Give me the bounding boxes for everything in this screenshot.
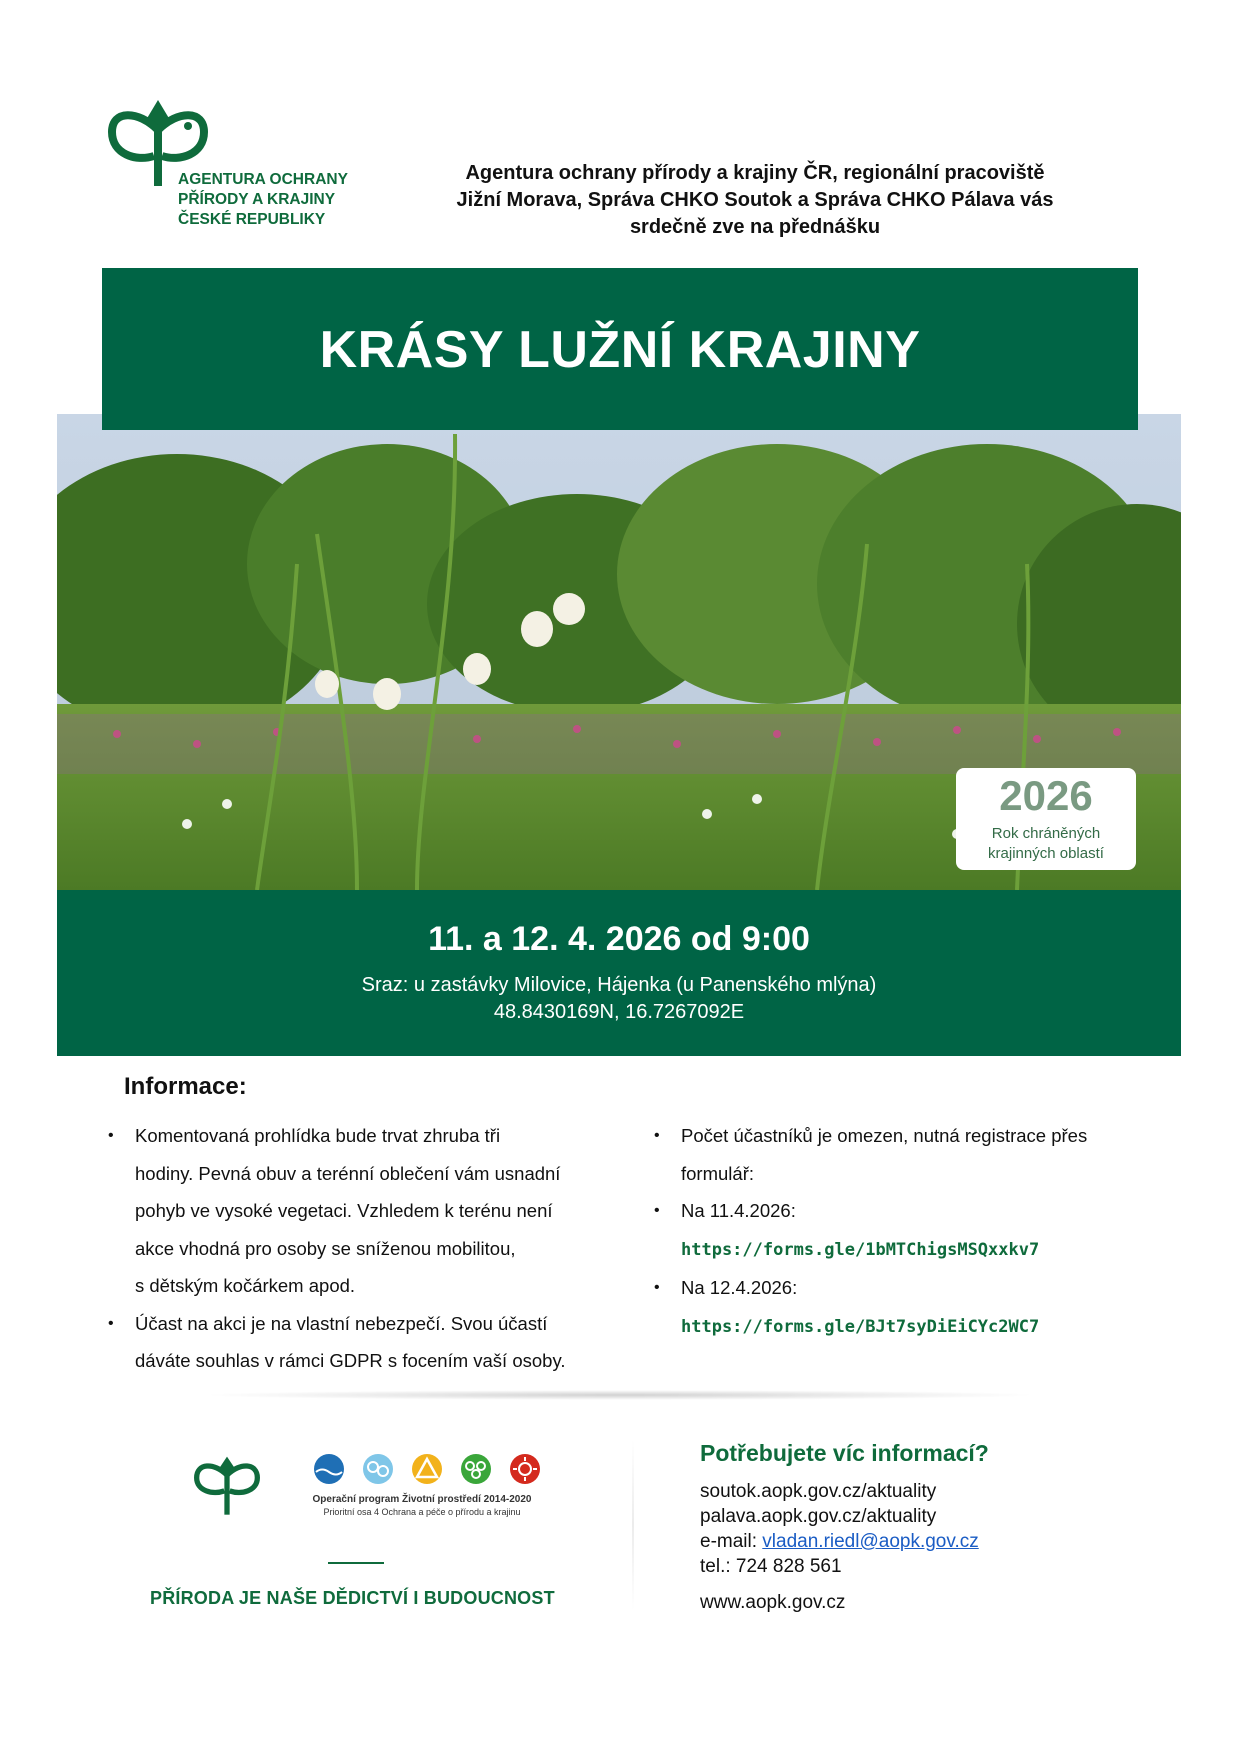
bullet-risk-notice: • Účast na akci je na vlastní nebezpečí. Svou účastí [106, 1305, 636, 1343]
title-banner [102, 268, 1138, 430]
bullet-tour-line-2: hodiny. Pevná obuv a terénní oblečení vám usnadní [135, 1162, 561, 1184]
water-icon [314, 1454, 344, 1484]
aopk-small-logo-icon [194, 1454, 260, 1516]
meeting-point: Sraz: u zastávky Milovice, Hájenka (u Panenského mlýna) [361, 974, 877, 996]
bullet-tour-line-3: pohyb ve vysoké vegetaci. Vzhledem k terénu není [135, 1200, 553, 1221]
meeting-info [57, 972, 1181, 1026]
phone-number: tel.: 724 828 561 [700, 1556, 842, 1577]
year-badge [956, 768, 1136, 870]
footer-rule [328, 1562, 384, 1564]
op-program-subtitle: Prioritní osa 4 Ochrana a péče o přírodu a krajinu [323, 1507, 521, 1517]
bullet-registration-line-2: formulář: [681, 1162, 754, 1184]
info-heading: Informace: [124, 1073, 247, 1100]
email-line [700, 1531, 979, 1553]
badge-line-1: Rok chráněných [991, 825, 1101, 842]
bullet-tour-duration: • Komentovaná prohlídka bude trvat zhruba tři [106, 1117, 636, 1155]
footer-motto: PŘÍRODA JE NAŠE DĚDICTVÍ I BUDOUCNOST [150, 1588, 555, 1608]
date-banner [57, 890, 1181, 1056]
web-link-soutok[interactable]: soutok.aopk.gov.cz/aktuality [700, 1481, 937, 1502]
section-divider [200, 1390, 1040, 1400]
logo-line-1: AGENTURA OCHRANY [178, 171, 348, 188]
header-line-2: Jižní Morava, Správa CHKO Soutok a Správa CHKO Pálava vás [456, 189, 1054, 211]
logo-wordmark [178, 170, 348, 230]
header-line-3: srdečně zve na přednášku [629, 216, 881, 238]
info-left-column [106, 1117, 636, 1380]
website-link[interactable]: www.aopk.gov.cz [700, 1592, 846, 1613]
logo-line-3: ČESKÉ REPUBLIKY [178, 211, 326, 228]
op-icons-row [310, 1452, 550, 1486]
email-link[interactable]: vladan.riedl@aopk.gov.cz [762, 1531, 979, 1552]
nature-icon [461, 1454, 491, 1484]
registration-link-2[interactable]: https://forms.gle/BJt7syDiEiCYc2WC7 [681, 1316, 1040, 1337]
contact-heading: Potřebujete víc informací? [700, 1440, 989, 1466]
registration-link-1[interactable]: https://forms.gle/1bMTChigsMSQxxkv7 [681, 1239, 1040, 1260]
energy-icon [510, 1454, 540, 1484]
bullet-tour-line-5: s dětským kočárkem apod. [135, 1275, 356, 1296]
bullet-tour-line-4: akce vhodná pro osoby se sníženou mobilitou, [135, 1237, 516, 1259]
email-label: e-mail: [700, 1531, 763, 1552]
footer-separator [632, 1440, 634, 1610]
bullet-registration: • Počet účastníků je omezen, nutná registrace přes [652, 1117, 1192, 1155]
event-title: KRÁSY LUŽNÍ KRAJINY [319, 321, 921, 379]
air-icon [363, 1454, 393, 1484]
bullet-risk-line-2: dáváte souhlas v rámci GDPR s focením vaší osoby. [135, 1350, 566, 1371]
header-line-1: Agentura ochrany přírody a krajiny ČR, regionální pracoviště [465, 162, 1045, 184]
logo-line-2: PŘÍRODY A KRAJINY [178, 191, 336, 208]
bullet-date-2: • Na 12.4.2026: [652, 1269, 1192, 1307]
gps-coordinates: 48.8430169N, 16.7267092E [493, 1001, 745, 1023]
badge-line-2: krajinných oblastí [988, 845, 1104, 862]
invitation-header [430, 160, 1080, 241]
info-right-column [652, 1117, 1192, 1346]
op-program-title: Operační program Životní prostředí 2014-2020 [312, 1494, 532, 1505]
badge-year: 2026 [999, 772, 1093, 819]
event-date: 11. a 12. 4. 2026 od 9:00 [428, 920, 810, 958]
badge-subtitle [956, 824, 1136, 864]
waste-icon [412, 1454, 442, 1484]
bullet-date-1: • Na 11.4.2026: [652, 1192, 1192, 1230]
web-link-palava[interactable]: palava.aopk.gov.cz/aktuality [700, 1506, 937, 1527]
